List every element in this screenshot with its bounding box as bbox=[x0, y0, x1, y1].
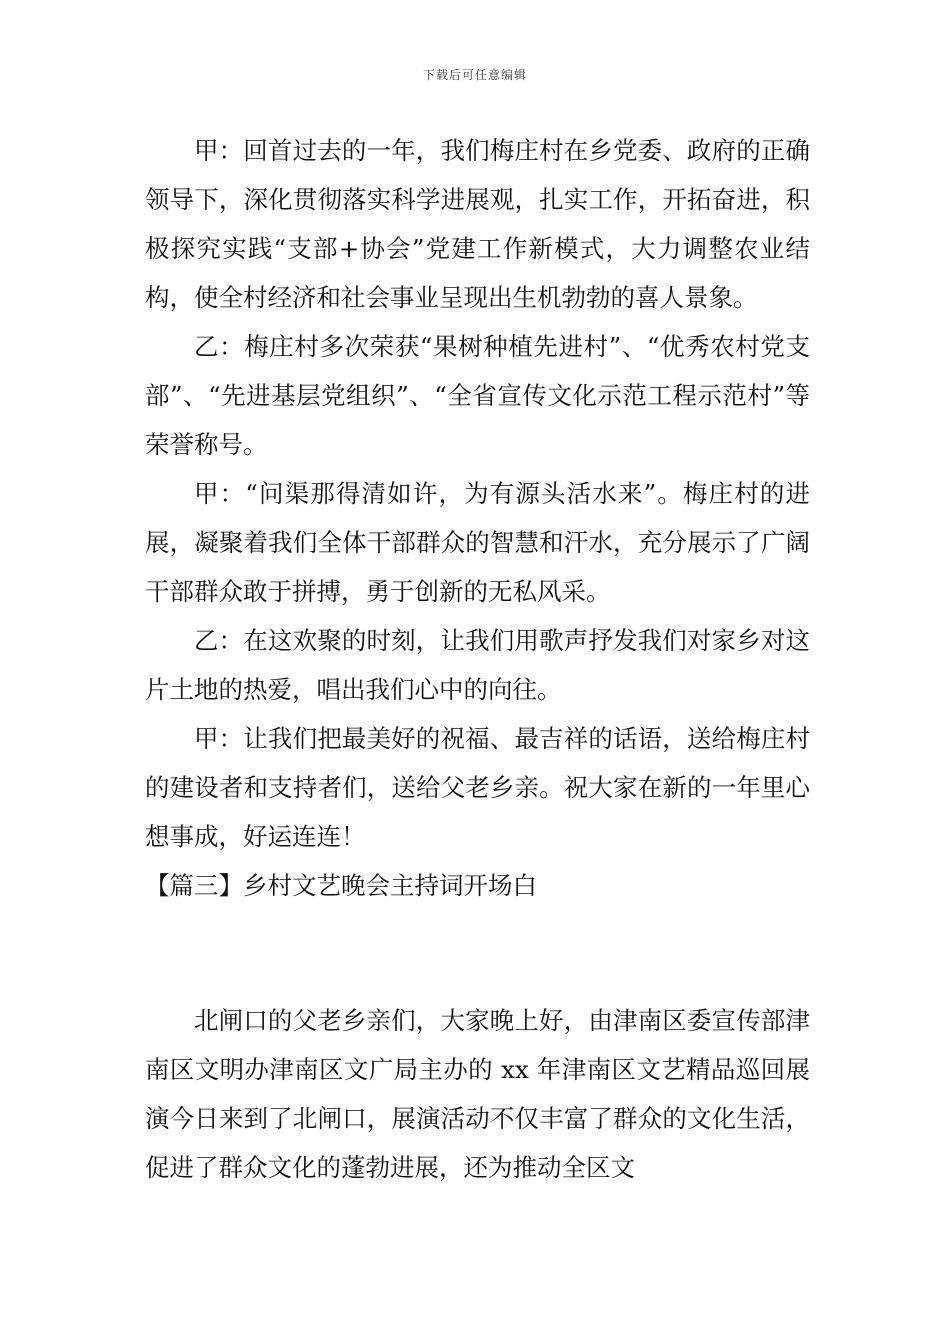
header-note: 下载后可任意编辑 bbox=[422, 68, 527, 82]
section-spacer bbox=[145, 910, 810, 996]
paragraph-4: 乙：在这欢聚的时刻，让我们用歌声抒发我们对家乡对这片土地的热爱，唱出我们心中的向往。 bbox=[145, 626, 810, 704]
document-body bbox=[145, 126, 810, 1192]
paragraph-5: 甲：让我们把最美好的祝福、最吉祥的话语，送给梅庄村的建设者和支持者们，送给父老乡亲。祝大家在新的一年里心想事成，好运连连！ bbox=[145, 724, 810, 851]
section-heading: 【篇三】乡村文艺晚会主持词开场白 bbox=[145, 871, 537, 900]
paragraph-1: 甲：回首过去的一年，我们梅庄村在乡党委、政府的正确领导下，深化贯彻落实科学进展观，扎实工作，开拓奋进，积极探究实践“支部+协会”党建工作新模式，大力调整农业结构，使全村经济和社会事业呈现出生机勃勃的喜人景象。 bbox=[145, 136, 810, 312]
paragraph-3: 甲：“问渠那得清如许，为有源头活水来”。梅庄村的进展，凝聚着我们全体干部群众的智慧和汗水，充分展示了广阔干部群众敢于拼搏，勇于创新的无私风采。 bbox=[145, 479, 810, 606]
section-paragraph-1: 北闸口的父老乡亲们，大家晚上好，由津南区委宣传部津南区文明办津南区文广局主办的 xx 年津南区文艺精品巡回展演今日来到了北闸口，展演活动不仅丰富了群众的文化生活，促进了群众文化的蓬勃进展，还为推动全区文 bbox=[145, 1006, 810, 1182]
paragraph-2: 乙：梅庄村多次荣获“果树种植先进村”、“优秀农村党支部”、“先进基层党组织”、“全省宣传文化示范工程示范村”等荣誉称号。 bbox=[145, 332, 810, 459]
